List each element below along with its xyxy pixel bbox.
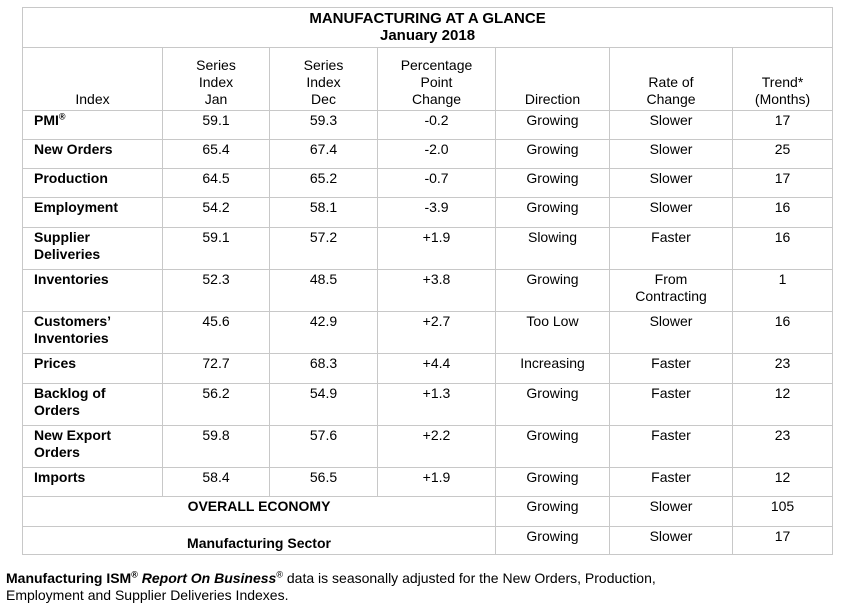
row-jan: 64.5	[163, 169, 270, 198]
registered-mark: ®	[58, 111, 66, 122]
header-jan-l3: Jan	[204, 91, 228, 107]
row-name	[22, 312, 163, 354]
row-change: -3.9	[378, 198, 496, 228]
row-trend: 25	[733, 140, 833, 169]
row-change: +2.7	[378, 312, 496, 354]
overall-direction: Growing	[496, 497, 610, 527]
row-rate: Faster	[610, 354, 733, 384]
registered-mark: ®	[131, 569, 138, 580]
row-name-l1: Supplier	[34, 229, 91, 245]
row-jan: 45.6	[163, 312, 270, 354]
row-rate: Faster	[610, 228, 733, 270]
table-row	[22, 384, 833, 426]
header-index: Index	[22, 48, 163, 111]
header-dec-l2: Index	[306, 74, 341, 90]
row-name	[22, 228, 163, 270]
row-name-l2: Orders	[34, 402, 80, 418]
row-rate: Slower	[610, 169, 733, 198]
row-dec: 57.6	[270, 426, 378, 468]
row-trend: 23	[733, 354, 833, 384]
row-dec: 56.5	[270, 468, 378, 497]
overall-rate: Slower	[610, 497, 733, 527]
row-name-l2: Inventories	[34, 330, 109, 346]
row-rate: Faster	[610, 384, 733, 426]
row-direction: Growing	[496, 270, 610, 312]
header-rate	[610, 48, 733, 111]
row-trend: 12	[733, 468, 833, 497]
row-name: Inventories	[22, 270, 163, 312]
row-name	[22, 384, 163, 426]
table-row	[22, 169, 833, 198]
row-rate: Slower	[610, 312, 733, 354]
table-row	[22, 111, 833, 140]
header-dec	[270, 48, 378, 111]
row-jan: 58.4	[163, 468, 270, 497]
row-name-l1: New Export	[34, 427, 112, 443]
row-change: +1.3	[378, 384, 496, 426]
header-change-l1: Percentage	[400, 57, 473, 73]
row-dec: 48.5	[270, 270, 378, 312]
sector-rate: Slower	[610, 527, 733, 555]
row-change: +3.8	[378, 270, 496, 312]
footnote-line2: Employment and Supplier Deliveries Indexes.	[6, 587, 289, 603]
header-row	[22, 48, 833, 111]
row-name	[22, 111, 163, 140]
row-jan: 56.2	[163, 384, 270, 426]
row-trend: 17	[733, 111, 833, 140]
table-title: MANUFACTURING AT A GLANCE	[309, 10, 546, 27]
row-rate: Slower	[610, 198, 733, 228]
row-jan: 72.7	[163, 354, 270, 384]
row-change: -0.7	[378, 169, 496, 198]
row-name-l2: Deliveries	[34, 246, 101, 262]
row-direction: Growing	[496, 140, 610, 169]
row-jan: 59.1	[163, 111, 270, 140]
table-row	[22, 228, 833, 270]
row-rate	[610, 270, 733, 312]
overall-economy-label: OVERALL ECONOMY	[22, 497, 496, 527]
row-jan: 65.4	[163, 140, 270, 169]
row-dec: 42.9	[270, 312, 378, 354]
row-name-l1: Customers’	[34, 313, 112, 329]
manufacturing-sector-label: Manufacturing Sector	[22, 527, 496, 555]
table-row	[22, 426, 833, 468]
manufacturing-table	[22, 7, 833, 555]
row-change: +2.2	[378, 426, 496, 468]
header-dec-l3: Dec	[311, 91, 336, 107]
row-jan: 52.3	[163, 270, 270, 312]
row-dec: 67.4	[270, 140, 378, 169]
header-direction: Direction	[496, 48, 610, 111]
row-direction: Too Low	[496, 312, 610, 354]
row-name: Imports	[22, 468, 163, 497]
row-rate-l2: Contracting	[635, 288, 707, 304]
glance-table-wrapper	[22, 7, 833, 555]
table-title-cell	[22, 7, 833, 48]
footnote-ism: Manufacturing ISM	[6, 570, 132, 586]
row-direction: Growing	[496, 169, 610, 198]
row-change: +1.9	[378, 228, 496, 270]
row-dec: 54.9	[270, 384, 378, 426]
row-rate: Slower	[610, 111, 733, 140]
header-trend	[733, 48, 833, 111]
table-subtitle: January 2018	[379, 27, 476, 44]
table-row	[22, 468, 833, 497]
row-dec: 59.3	[270, 111, 378, 140]
overall-trend: 105	[733, 497, 833, 527]
row-trend: 12	[733, 384, 833, 426]
registered-mark: ®	[276, 569, 283, 580]
header-jan	[163, 48, 270, 111]
footnote-line1	[6, 570, 836, 587]
header-change	[378, 48, 496, 111]
row-jan: 59.1	[163, 228, 270, 270]
row-trend: 16	[733, 228, 833, 270]
row-trend: 23	[733, 426, 833, 468]
header-jan-l2: Index	[198, 74, 234, 90]
header-trend-l1: Trend*	[761, 74, 804, 90]
manufacturing-sector-row	[22, 527, 833, 555]
row-dec: 57.2	[270, 228, 378, 270]
row-trend: 17	[733, 169, 833, 198]
row-dec: 65.2	[270, 169, 378, 198]
row-name: New Orders	[22, 140, 163, 169]
header-rate-l1: Rate of	[648, 74, 694, 90]
row-direction: Growing	[496, 111, 610, 140]
sector-direction: Growing	[496, 527, 610, 555]
row-rate: Faster	[610, 426, 733, 468]
overall-economy-row	[22, 497, 833, 527]
footnote-rob: Report On Business	[141, 570, 277, 586]
table-row	[22, 270, 833, 312]
header-jan-l1: Series	[196, 57, 236, 73]
row-direction: Growing	[496, 426, 610, 468]
row-name-l1: Backlog of	[34, 385, 106, 401]
table-row	[22, 312, 833, 354]
header-change-l2: Point	[420, 74, 453, 90]
footnote	[6, 570, 836, 604]
row-trend: 1	[733, 270, 833, 312]
row-dec: 58.1	[270, 198, 378, 228]
header-change-l3: Change	[411, 91, 462, 107]
row-name: Employment	[22, 198, 163, 228]
row-direction: Growing	[496, 198, 610, 228]
row-jan: 59.8	[163, 426, 270, 468]
row-dec: 68.3	[270, 354, 378, 384]
row-name-text: PMI	[34, 112, 59, 128]
row-change: -2.0	[378, 140, 496, 169]
table-row	[22, 198, 833, 228]
row-change: +1.9	[378, 468, 496, 497]
table-row	[22, 140, 833, 169]
row-direction: Growing	[496, 384, 610, 426]
row-rate-l1: From	[654, 271, 688, 287]
header-dec-l1: Series	[303, 57, 344, 73]
row-change: -0.2	[378, 111, 496, 140]
header-rate-l2: Change	[646, 91, 696, 107]
sector-trend: 17	[733, 527, 833, 555]
row-jan: 54.2	[163, 198, 270, 228]
row-rate: Slower	[610, 140, 733, 169]
row-trend: 16	[733, 198, 833, 228]
row-name: Production	[22, 169, 163, 198]
row-name: Prices	[22, 354, 163, 384]
row-name-l2: Orders	[34, 444, 80, 460]
row-change: +4.4	[378, 354, 496, 384]
row-trend: 16	[733, 312, 833, 354]
header-trend-l2: (Months)	[754, 91, 811, 107]
row-direction: Growing	[496, 468, 610, 497]
row-direction: Slowing	[496, 228, 610, 270]
footnote-text: data is seasonally adjusted for the New Orders, Production,	[283, 570, 656, 586]
row-rate: Faster	[610, 468, 733, 497]
row-direction: Increasing	[496, 354, 610, 384]
row-name	[22, 426, 163, 468]
table-row	[22, 354, 833, 384]
